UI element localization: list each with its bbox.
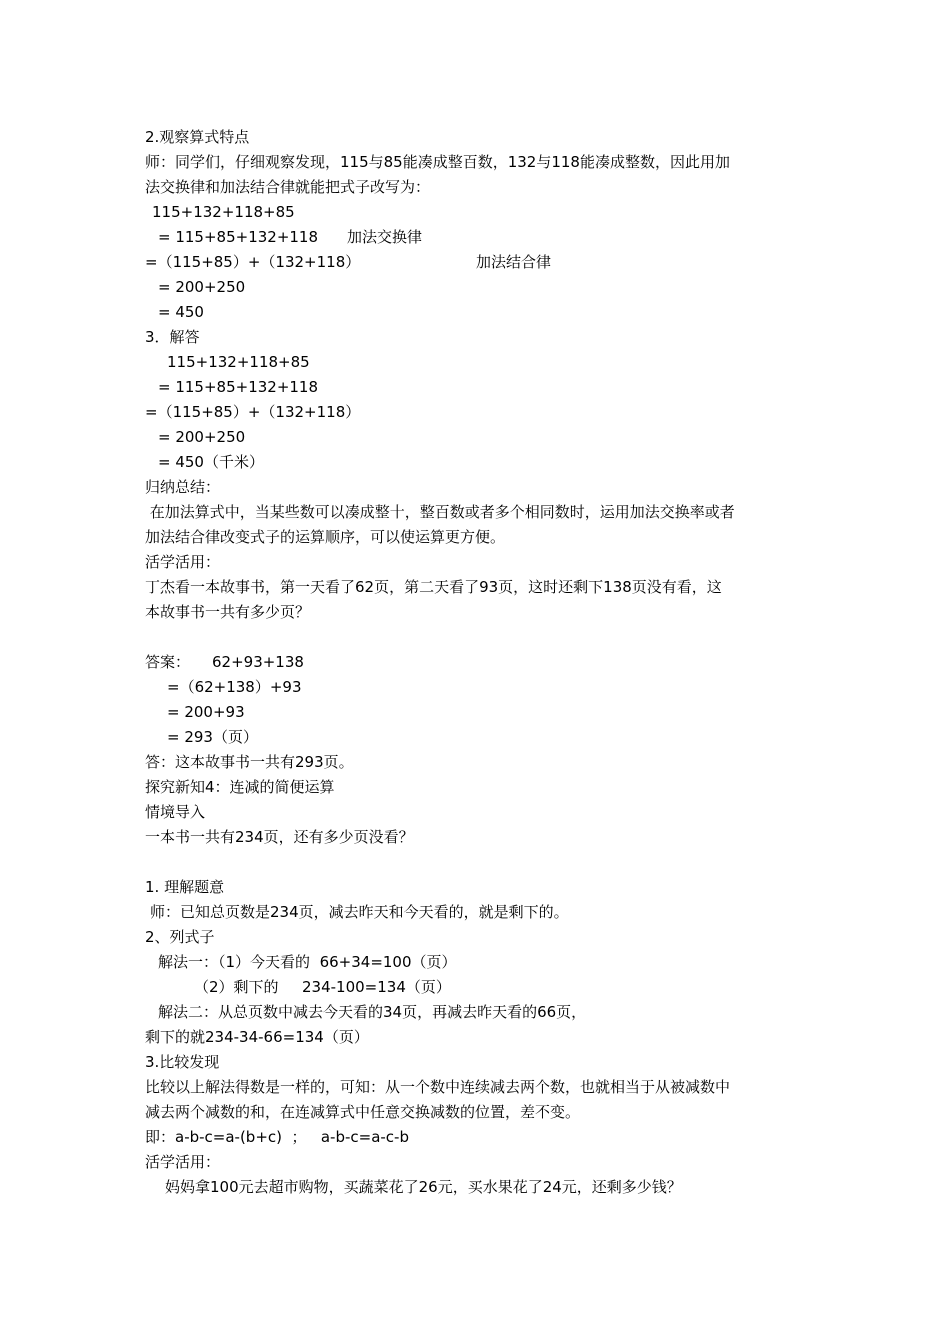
- answer-label: 答案：: [145, 653, 191, 671]
- equation-line: = 200+93: [167, 703, 245, 721]
- equation-line: 115+132+118+85: [167, 353, 310, 371]
- section-heading: 3．解答: [145, 328, 200, 346]
- paragraph-line: 加法结合律改变式子的运算顺序，可以使运算更方便。: [145, 528, 506, 546]
- equation-line: = 115+85+132+118: [158, 228, 319, 246]
- equation-line: =（115+85）+（132+118）: [145, 253, 361, 271]
- equation-line: = 293（页）: [167, 728, 258, 746]
- equation-line: 115+132+118+85: [152, 203, 295, 221]
- paragraph-line: （2）剩下的: [194, 978, 279, 996]
- paragraph-line: 丁杰看一本故事书，第一天看了62页，第二天看了93页，这时还剩下138页没有看，这: [145, 578, 722, 596]
- paragraph-line: 解法一：（1）今天看的 66+34=100（页）: [158, 953, 457, 971]
- equation-line: =（115+85）+（132+118）: [145, 403, 361, 421]
- paragraph-line: 解法二：从总页数中减去今天看的34页，再减去昨天看的66页，: [158, 1003, 587, 1021]
- paragraph-line: 比较以上解法得数是一样的，可知：从一个数中连续减去两个数，也就相当于从被减数中: [145, 1078, 731, 1096]
- paragraph-line: 剩下的就234-34-66=134（页）: [145, 1028, 369, 1046]
- law-label: 加法结合律: [476, 253, 552, 271]
- paragraph-line: 妈妈拿100元去超市购物，买蔬菜花了26元，买水果花了24元，还剩多少钱？: [165, 1178, 682, 1196]
- paragraph-line: 本故事书一共有多少页？: [145, 603, 311, 621]
- section-heading: 活学活用：: [145, 1153, 221, 1171]
- equation-line: =（62+138）+93: [167, 678, 302, 696]
- section-heading: 1. 理解题意: [145, 878, 225, 896]
- equation-line: = 115+85+132+118: [158, 378, 319, 396]
- section-heading: 2.观察算式特点: [145, 128, 250, 146]
- equation-line: 62+93+138: [212, 653, 304, 671]
- equation-line: 234-100=134（页）: [302, 978, 451, 996]
- section-heading: 2、列式子: [145, 928, 215, 946]
- section-heading: 归纳总结：: [145, 478, 221, 496]
- section-heading: 活学活用：: [145, 553, 221, 571]
- equation-line: = 450（千米）: [158, 453, 264, 471]
- formula-line: 即：a-b-c=a-(b+c) ； a-b-c=a-c-b: [145, 1128, 409, 1146]
- section-heading: 情境导入: [145, 803, 206, 821]
- equation-line: = 450: [158, 303, 204, 321]
- paragraph-line: 师：已知总页数是234页，减去昨天和今天看的，就是剩下的。: [150, 903, 569, 921]
- paragraph-line: 法交换律和加法结合律就能把式子改写为：: [145, 178, 431, 196]
- paragraph-line: 一本书一共有234页，还有多少页没看？: [145, 828, 414, 846]
- section-heading: 探究新知4：连减的简便运算: [145, 778, 335, 796]
- equation-line: = 200+250: [158, 278, 246, 296]
- paragraph-line: 减去两个减数的和，在连减算式中任意交换减数的位置，差不变。: [145, 1103, 581, 1121]
- paragraph-line: 师：同学们，仔细观察发现，115与85能凑成整百数，132与118能凑成整数，因此用加: [145, 153, 730, 171]
- section-heading: 3.比较发现: [145, 1053, 220, 1071]
- equation-line: = 200+250: [158, 428, 246, 446]
- paragraph-line: 在加法算式中，当某些数可以凑成整十，整百数或者多个相同数时，运用加法交换率或者: [145, 503, 735, 521]
- law-label: 加法交换律: [347, 228, 423, 246]
- paragraph-line: 答：这本故事书一共有293页。: [145, 753, 354, 771]
